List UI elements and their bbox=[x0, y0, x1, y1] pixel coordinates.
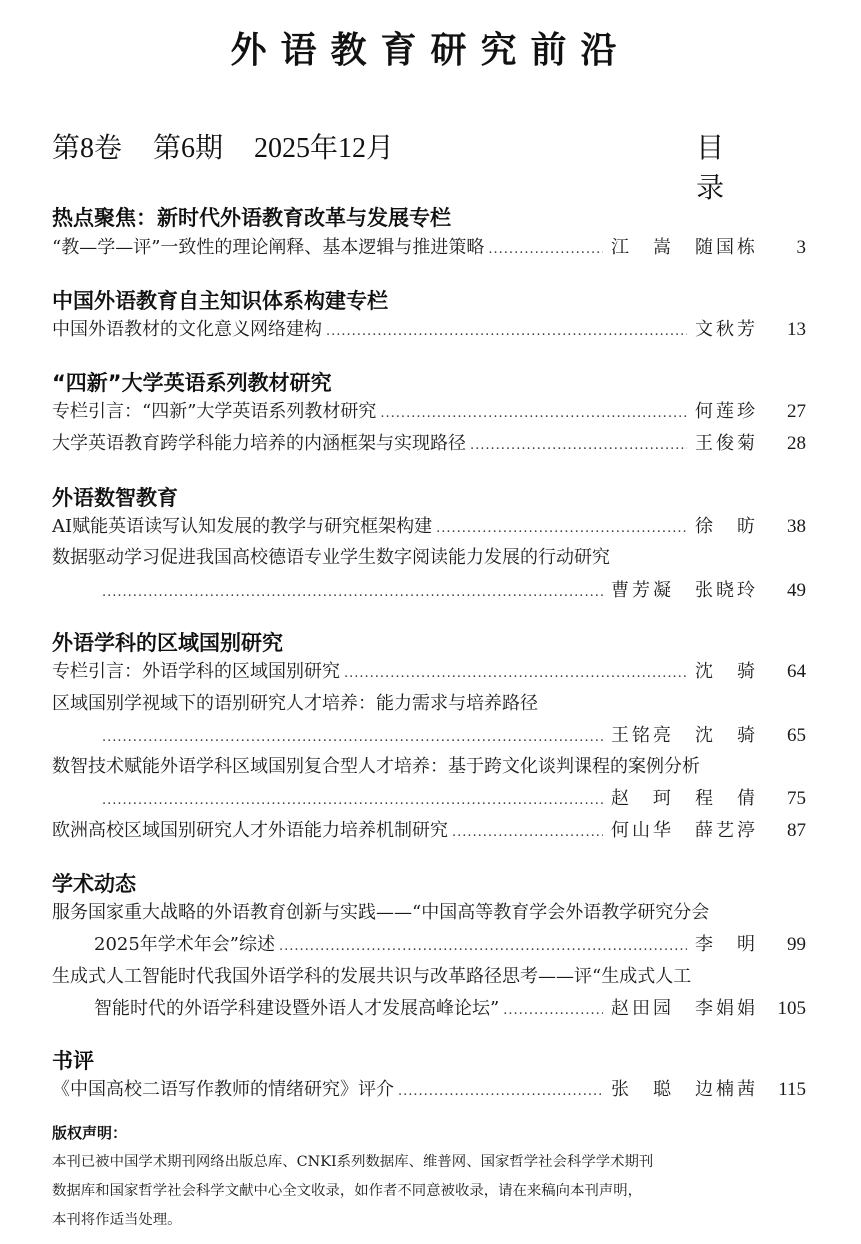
entry-title[interactable]: 数智技术赋能外语学科区域国别复合型人才培养：基于跨文化谈判课程的案例分析 bbox=[52, 756, 700, 777]
entry-title[interactable]: 数据驱动学习促进我国高校德语专业学生数字阅读能力发展的行动研究 bbox=[52, 547, 610, 568]
entry-title: 专栏引言：“四新”大学英语系列教材研究 bbox=[52, 401, 377, 422]
entry-authors: 文秋芳 bbox=[695, 319, 758, 340]
entry-page: 28 bbox=[787, 433, 806, 454]
entry-title[interactable]: 区域国别学视域下的语别研究人才培养：能力需求与培养路径 bbox=[52, 693, 538, 714]
entry-title: 大学英语教育跨学科能力培养的内涵框架与实现路径 bbox=[52, 433, 466, 454]
entry-authors: 徐 昉 bbox=[695, 516, 758, 537]
dot-leader bbox=[436, 514, 687, 544]
entry-page: 115 bbox=[778, 1079, 806, 1100]
copyright-title: 版权声明： bbox=[52, 1124, 128, 1142]
journal-title: 外语教育研究前沿 bbox=[230, 29, 631, 71]
dot-leader bbox=[380, 399, 687, 429]
entry-page: 87 bbox=[787, 820, 806, 841]
dot-leader bbox=[344, 659, 687, 689]
section-heading: 热点聚焦：新时代外语教育改革与发展专栏 bbox=[52, 206, 451, 230]
section-heading: 学术动态 bbox=[52, 872, 136, 896]
toc-entry-continuation[interactable] bbox=[98, 721, 806, 751]
dot-leader bbox=[503, 996, 603, 1026]
toc-entry[interactable] bbox=[94, 994, 806, 1024]
dot-leader bbox=[102, 786, 603, 816]
toc-entry[interactable] bbox=[52, 1075, 806, 1105]
issue-volume: 第8卷 bbox=[52, 133, 123, 164]
entry-title: 专栏引言：外语学科的区域国别研究 bbox=[52, 661, 340, 682]
entry-authors: 何山华 薛艺渟 bbox=[611, 820, 758, 841]
issue-info bbox=[52, 126, 418, 166]
section-heading: 中国外语教育自主知识体系构建专栏 bbox=[52, 289, 388, 313]
copyright-line: 数据库和国家哲学社会科学文献中心全文收录，如作者不同意被收录，请在来稿向本刊声明， bbox=[52, 1183, 643, 1199]
entry-authors: 何莲珍 bbox=[695, 401, 758, 422]
toc-entry[interactable] bbox=[52, 657, 806, 687]
entry-page: 64 bbox=[787, 661, 806, 682]
toc-entry[interactable] bbox=[52, 315, 806, 345]
toc-entry[interactable] bbox=[94, 930, 806, 960]
issue-date: 2025年12月 bbox=[254, 133, 395, 164]
toc-label: 目 录 bbox=[696, 131, 747, 204]
entry-title-cont: 2025年学术年会”综述 bbox=[94, 934, 276, 955]
entry-title: 欧洲高校区域国别研究人才外语能力培养机制研究 bbox=[52, 820, 448, 841]
dot-leader bbox=[470, 431, 687, 461]
entry-authors: 王铭亮 沈 骑 bbox=[611, 725, 758, 746]
toc-entry-continuation[interactable] bbox=[98, 576, 806, 606]
entry-page: 27 bbox=[787, 401, 806, 422]
copyright-line: 本刊已被中国学术期刊网络出版总库、CNKI系列数据库、维普网、国家哲学社会科学学术期刊 bbox=[52, 1154, 654, 1170]
dot-leader bbox=[452, 818, 603, 848]
dot-leader bbox=[488, 235, 603, 265]
section-heading: “四新”大学英语系列教材研究 bbox=[52, 371, 332, 395]
entry-title: AI赋能英语读写认知发展的教学与研究框架构建 bbox=[52, 516, 433, 537]
dot-leader bbox=[102, 723, 603, 753]
entry-page: 65 bbox=[787, 725, 806, 746]
issue-number: 第6期 bbox=[153, 133, 224, 164]
dot-leader bbox=[102, 578, 603, 608]
entry-authors: 赵田园 李娟娟 bbox=[611, 998, 758, 1019]
toc-entry[interactable] bbox=[52, 816, 806, 846]
entry-title[interactable]: 服务国家重大战略的外语教育创新与实践——“中国高等教育学会外语教学研究分会 bbox=[52, 902, 710, 923]
section-heading: 外语学科的区域国别研究 bbox=[52, 631, 283, 655]
entry-page: 49 bbox=[787, 580, 806, 601]
toc-entry[interactable] bbox=[52, 233, 806, 263]
dot-leader bbox=[279, 932, 687, 962]
entry-authors: 江 嵩 随国栋 bbox=[611, 237, 758, 258]
entry-title: 中国外语教材的文化意义网络建构 bbox=[52, 319, 322, 340]
dot-leader bbox=[326, 317, 687, 347]
copyright-line: 本刊将作适当处理。 bbox=[52, 1212, 182, 1228]
toc-entry[interactable] bbox=[52, 429, 806, 459]
entry-page: 13 bbox=[787, 319, 806, 340]
entry-title: 《中国高校二语写作教师的情绪研究》评介 bbox=[52, 1079, 394, 1100]
toc-entry-continuation[interactable] bbox=[98, 784, 806, 814]
entry-title-cont: 智能时代的外语学科建设暨外语人才发展高峰论坛” bbox=[94, 998, 500, 1019]
entry-page: 38 bbox=[787, 516, 806, 537]
entry-page: 105 bbox=[777, 998, 806, 1019]
entry-page: 75 bbox=[787, 788, 806, 809]
entry-authors: 赵 珂 程 倩 bbox=[611, 788, 758, 809]
entry-title[interactable]: 生成式人工智能时代我国外语学科的发展共识与改革路径思考——评“生成式人工 bbox=[52, 966, 692, 987]
entry-page: 99 bbox=[787, 934, 806, 955]
entry-authors: 李 明 bbox=[695, 934, 758, 955]
toc-entry[interactable] bbox=[52, 512, 806, 542]
copyright-notice bbox=[52, 1148, 808, 1235]
dot-leader bbox=[398, 1077, 603, 1107]
section-heading: 书评 bbox=[52, 1049, 94, 1073]
entry-authors: 王俊菊 bbox=[695, 433, 758, 454]
entry-authors: 张 聪 边楠茜 bbox=[611, 1079, 758, 1100]
entry-page: 3 bbox=[796, 237, 806, 258]
entry-authors: 沈 骑 bbox=[695, 661, 758, 682]
entry-title: “教—学—评”一致性的理论阐释、基本逻辑与推进策略 bbox=[52, 237, 485, 258]
toc-entry[interactable] bbox=[52, 397, 806, 427]
entry-authors: 曹芳凝 张晓玲 bbox=[611, 580, 758, 601]
section-heading: 外语数智教育 bbox=[52, 486, 178, 510]
